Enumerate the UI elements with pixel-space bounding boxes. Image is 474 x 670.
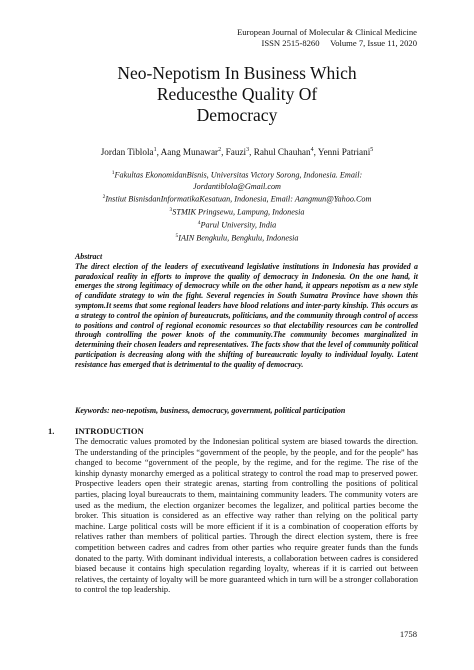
author-sup: 5 (370, 147, 374, 153)
author-name: Fauzi (225, 147, 247, 158)
author-sup: 2 (218, 147, 222, 153)
journal-name: European Journal of Molecular & Clinical Medicine (237, 27, 417, 37)
section-number: 1. (48, 426, 55, 436)
affiliation-sup: 5 (175, 232, 179, 239)
section-body: The democratic values promoted by the Indonesian political system are biased towards the direction. The understanding of the principles “government of the people, by the people, and for the people” has changed to become “government of the people, by the regime, and for the regime. The rise of the kinship dynasty monarchy emerged as a political strategy to control the road map to preserved power. Prospective leaders open their strategic arenas, starting from controlling the positions of political parties, placing loyal bureaucrats to them, maintaining community leaders. The community voters are used as the medium, the election organizer becomes the legalizer, and political parties become the broker. This situation is considered as an effective way rather than relying on the political party machine. Large political costs will be more efficient if it is a combination of cooperation efforts by relatives rather than members of political parties. Through the direct election system, there is free competition between cadres and cadres from other parties who require greater funds than the funds donated to the party. With dominant individual interests, a collaboration between cadres is considered biased because it contains high speculation regarding loyalty, whereas if it is carried out between relatives, the certainty of loyalty will be more guaranteed which in turn will be a stronger collaboration to control the top leadership. (75, 437, 418, 595)
affiliation-text: IAIN Bengkulu, Bengkulu, Indonesia (178, 233, 299, 243)
author-name: Aang Munawar (160, 147, 219, 158)
affiliation-sup: 4 (197, 220, 201, 227)
author-sup: 1 (153, 147, 157, 153)
abstract-heading: Abstract (75, 252, 103, 261)
author-name: Rahul Chauhan (253, 147, 311, 158)
affiliation-5 (60, 231, 414, 244)
affiliation-sup: 1 (111, 170, 115, 176)
affiliations (60, 168, 414, 244)
paper-title (60, 63, 414, 126)
abstract (75, 252, 418, 370)
page-number: 1758 (399, 629, 417, 639)
affiliation-1 (60, 168, 414, 181)
affiliation-sup: 3 (169, 207, 173, 214)
affiliation-sup: 2 (102, 194, 106, 201)
affiliation-1-email: Jordantiblola@Gmail.com (193, 181, 281, 191)
affiliation-text: Fakultas EkonomidanBisnis, Universitas Victory Sorong, Indonesia. Email: (114, 170, 363, 180)
affiliation-4 (60, 218, 414, 231)
author-name: Yenni Patriani (317, 147, 371, 158)
author-sup: 4 (310, 147, 314, 153)
keywords: Keywords: neo-nepotism, business, democracy, government, political participation (75, 406, 346, 415)
affiliation-2 (60, 192, 414, 205)
affiliation-text: STMIK Pringsewu, Lampung, Indonesia (172, 207, 305, 217)
affiliation-3 (60, 205, 414, 218)
author-sup: 3 (246, 147, 250, 153)
section-title: INTRODUCTION (75, 426, 144, 436)
affiliation-text: Parul University, India (200, 220, 277, 230)
author-name: Jordan Tiblola (100, 147, 154, 158)
title-line-1: Neo-Nepotism In Business Which (117, 63, 357, 83)
title-line-2: Reducesthe Quality Of (156, 84, 318, 104)
abstract-text: The direct election of the leaders of executiveand legislative institutions in Indonesia has provided a paradoxical reality in efforts to improve the quality of democracy in Indonesia. On the one hand, it emerges the strong legitimacy of democracy while on the other hand, it appears nepotism as a new style of candidate strategy to win the fight. Several regencies in South Sumatra Province have shown this symptom.It seems that some regional leaders have blood relations and inter-party kinship. This occurs as a strategy to control the opinion of bureaucrats, politicians, and the community through control of access to positions and control of regional economic resources so that electability resources can be controlled through controlling the power knots of the community.The community becomes marginalized in determining their chosen leaders and representatives. The facts show that the level of community political participation is decreasing along with the shifting of bureaucratic loyalty to individual loyalty. Latent resistance has emerged that is detrimental to the quality of democracy. (75, 261, 419, 369)
issn-volume: ISSN 2515-8260 Volume 7, Issue 11, 2020 (261, 38, 417, 48)
journal-header (237, 27, 417, 49)
affiliation-text: Instiut BisnisdanInformatikaKesatuan, Indonesia, Email: Aangmun@Yahoo.Com (105, 194, 372, 204)
author-list: Jordan Tiblola$^1$, Aang Munawar$^2$, Fauzi$^3$, Rahul Chauhan$^4$, Yenni Patriani$^5$ (100, 147, 374, 158)
title-line-3: Democracy (196, 105, 278, 125)
